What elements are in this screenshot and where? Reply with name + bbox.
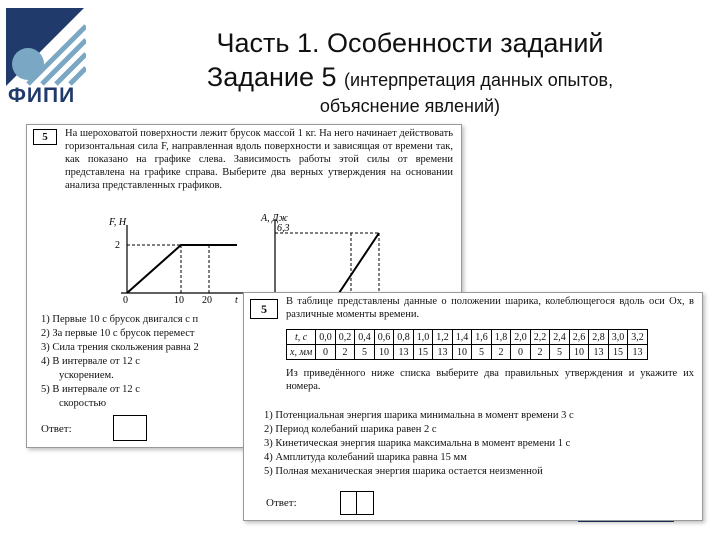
time-cell: 3,2 [628,330,648,345]
position-cell: 13 [394,345,414,360]
position-cell: 13 [433,345,453,360]
position-cell: 0 [511,345,531,360]
task1-number: 5 [33,129,57,145]
position-cell: 2 [491,345,511,360]
task2-answer-label: Ответ: [266,497,297,509]
position-cell: 15 [608,345,628,360]
task1-option-1: 1) Первые 10 с брусок двигался с п [41,314,199,325]
time-cell: 0,0 [316,330,336,345]
page-title: Часть 1. Особенности заданий [216,28,604,58]
graph-right-ylabel: A, Дж [261,213,288,224]
time-cell: 0,4 [355,330,375,345]
task2-option-3: 3) Кинетическая энергия шарика максимальна в момент времени 1 с [264,438,571,449]
task1-option-5: 5) В интервале от 12 с [41,384,140,395]
position-cell: 15 [413,345,433,360]
position-cell: 0 [316,345,336,360]
logo-text: ФИПИ [8,84,76,107]
task1-text: На шероховатой поверхности лежит брусок массой 1 кг. На него начинает действовать горизонтальная сила F, направленная вдоль поверхности и зависящая от времени так, как показано на графике слева. Зависимость работы этой силы от времени представлена на графике справа. Выберите два верных утверждения на основании анализа представленных графиков. [65,128,453,191]
graph-left-xtick-20: 20 [202,295,212,305]
position-cell: 2 [530,345,550,360]
logo-circle-icon [12,48,44,80]
graph-left-xtick-10: 10 [174,295,184,305]
graph-right-ytick: 6,3 [277,223,290,234]
time-cell: 0,8 [394,330,414,345]
time-cell: 2,4 [550,330,570,345]
task1-answer-box[interactable] [113,415,147,441]
graph-left-ylabel: F, Н [109,217,127,228]
position-cell: 2 [335,345,355,360]
time-cell: 2,8 [589,330,609,345]
task2-instruction: Из приведённого ниже списка выберите два правильных утверждения и укажите их номера. [286,368,694,392]
task1-answer-label: Ответ: [41,423,72,435]
position-cell: 10 [374,345,394,360]
time-cell: 3,0 [608,330,628,345]
time-cell: 2,6 [569,330,589,345]
position-cell: 5 [550,345,570,360]
subtitle-main: Задание 5 [206,62,337,92]
task1-option-3: 3) Сила трения скольжения равна 2 [41,342,199,353]
time-cell: 0,6 [374,330,394,345]
time-cell: 2,2 [530,330,550,345]
task2-text: В таблице представлены данные о положении шарика, колеблющегося вдоль оси Ox, в различные моменты времени. [286,296,694,320]
graph-left-xtick-0: 0 [123,295,128,305]
position-cell: 13 [628,345,648,360]
table-row-position [287,345,648,360]
subtitle-line3: объяснение явлений) [319,96,501,116]
task2-answer-box-2[interactable] [356,491,374,515]
time-cell: 1,4 [452,330,472,345]
position-table [286,329,648,360]
time-cell: 1,8 [491,330,511,345]
position-cell: 5 [472,345,492,360]
task2-card [243,292,703,521]
graph-left-ytick: 2 [115,240,120,251]
position-cell: 10 [452,345,472,360]
position-cell: 5 [355,345,375,360]
time-label: t, с [287,330,316,345]
task2-options [264,409,694,479]
task1-option-2: 2) За первые 10 с брусок перемест [41,328,195,339]
task1-graph-force [97,215,247,305]
page-subtitle [120,62,700,93]
time-cell: 0,2 [335,330,355,345]
time-cell: 2,0 [511,330,531,345]
time-cell: 1,2 [433,330,453,345]
graph-left-xlabel: t [235,295,238,305]
position-label: x, мм [287,345,316,360]
time-cell: 1,6 [472,330,492,345]
task2-option-2: 2) Период колебаний шарика равен 2 с [264,424,437,435]
time-cell: 1,0 [413,330,433,345]
task2-option-1: 1) Потенциальная энергия шарика минимальна в момент времени 3 с [264,410,574,421]
position-cell: 10 [569,345,589,360]
subtitle-sub: (интерпретация данных опытов, [344,70,614,90]
table-row-time [287,330,648,345]
task1-option-4-cont: ускорением. [59,370,114,381]
task2-option-5: 5) Полная механическая энергия шарика остается неизменной [264,466,543,477]
task2-number: 5 [250,299,278,319]
position-cell: 13 [589,345,609,360]
task1-option-4: 4) В интервале от 12 с [41,356,140,367]
task2-option-4: 4) Амплитуда колебаний шарика равна 15 мм [264,452,467,463]
task1-option-5-cont: скоростью [59,398,107,409]
